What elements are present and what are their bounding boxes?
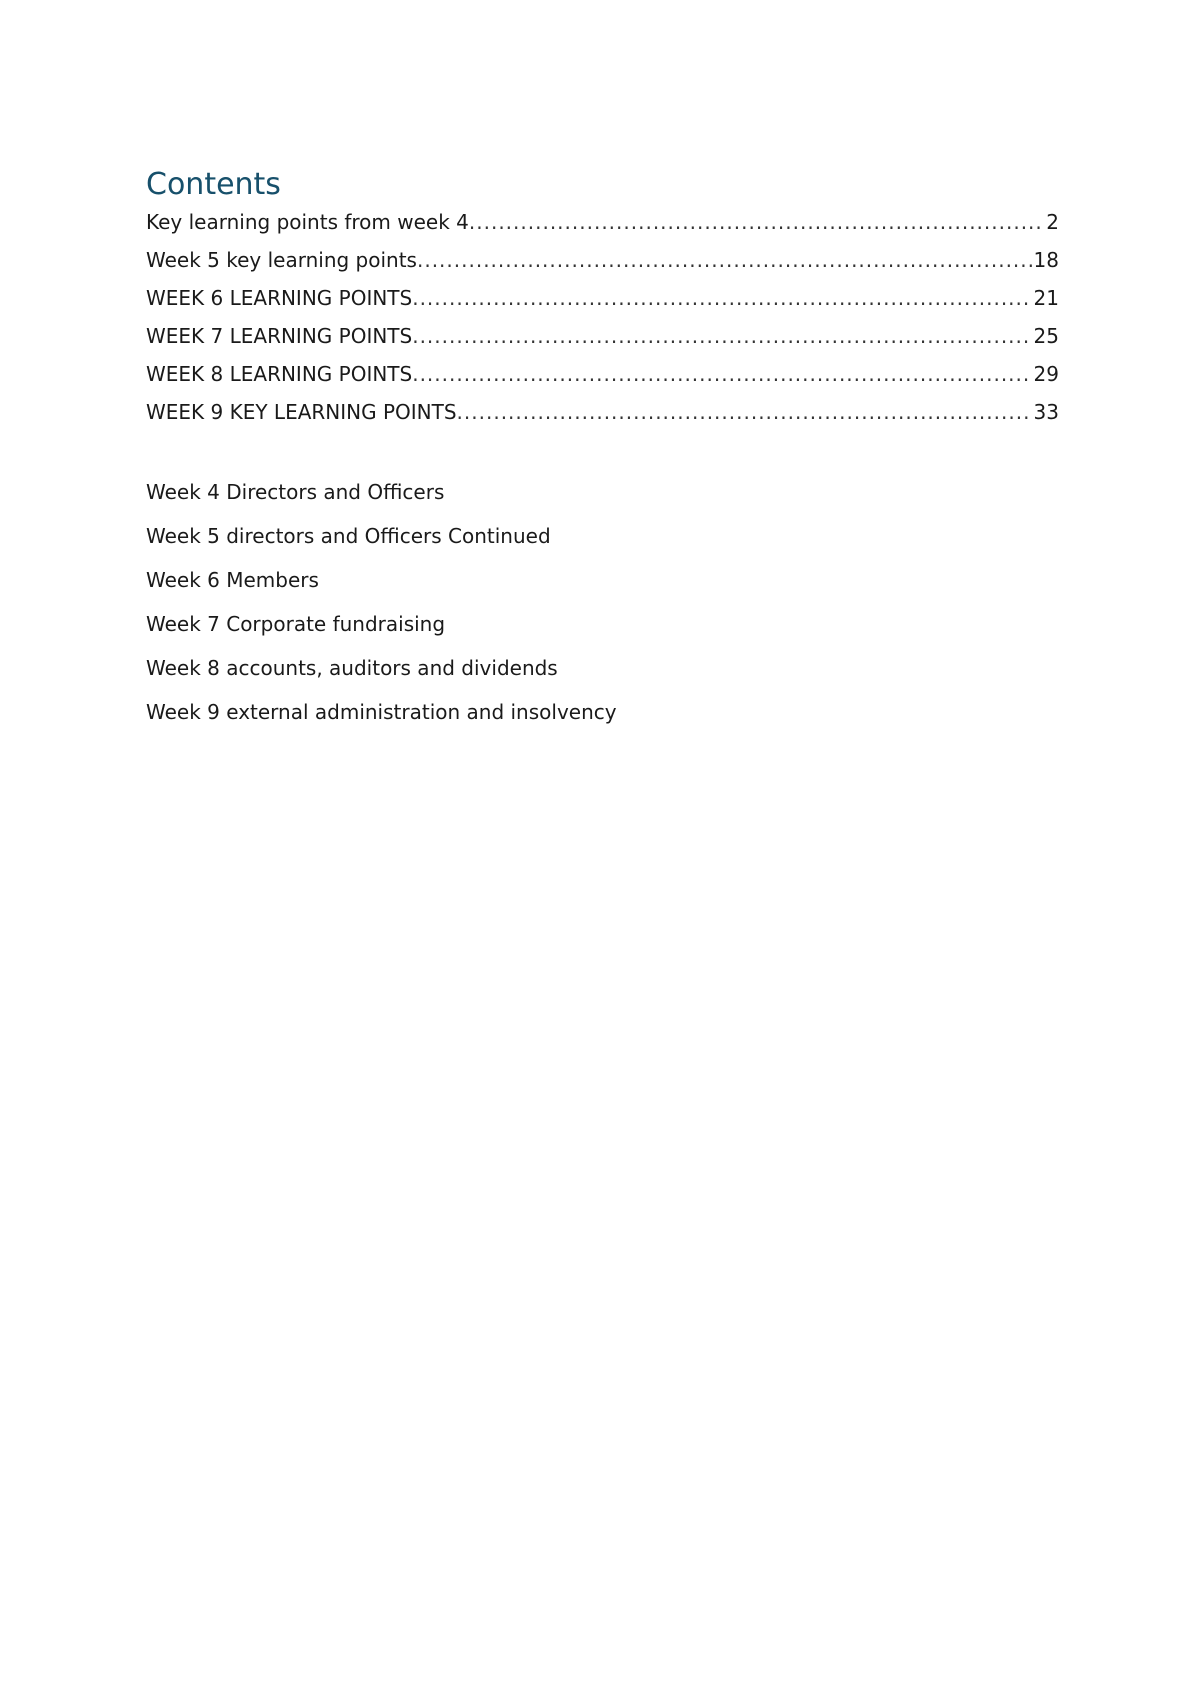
toc-dot-leader [417,246,1032,274]
toc-page-number: 2 [1046,210,1059,234]
toc-dot-leader [412,322,1031,350]
toc-page-number: 18 [1033,248,1059,272]
toc-entry-label: WEEK 7 LEARNING POINTS [146,324,413,348]
toc-dot-leader [469,208,1044,236]
toc-entry-label: Key learning points from week 4 [146,210,469,234]
toc-entry[interactable] [146,284,1059,322]
toc-entry-label: Week 5 key learning points [146,248,417,272]
week-topic: Week 4 Directors and Officers [146,480,445,504]
toc-entry[interactable] [146,360,1059,398]
table-of-contents [146,166,1059,436]
week-topic: Week 8 accounts, auditors and dividends [146,656,558,680]
toc-entry-label: WEEK 6 LEARNING POINTS [146,286,413,310]
toc-dot-leader [412,284,1031,312]
toc-page-number: 33 [1033,400,1059,424]
toc-dot-leader [457,398,1032,426]
toc-entry[interactable] [146,208,1059,246]
toc-dot-leader [412,360,1031,388]
toc-entry-label: WEEK 9 KEY LEARNING POINTS [146,400,457,424]
toc-entry[interactable] [146,322,1059,360]
week-topic: Week 6 Members [146,568,319,592]
toc-page-number: 21 [1033,286,1059,310]
week-topics-list [146,478,1046,742]
toc-entry[interactable] [146,246,1059,284]
toc-entry-label: WEEK 8 LEARNING POINTS [146,362,413,386]
toc-page-number: 25 [1033,324,1059,348]
toc-page-number: 29 [1033,362,1059,386]
toc-heading: Contents [146,167,281,202]
week-topic: Week 9 external administration and insolvency [146,700,617,724]
week-topic: Week 7 Corporate fundraising [146,612,446,636]
toc-entry[interactable] [146,398,1059,436]
week-topic: Week 5 directors and Officers Continued [146,524,551,548]
